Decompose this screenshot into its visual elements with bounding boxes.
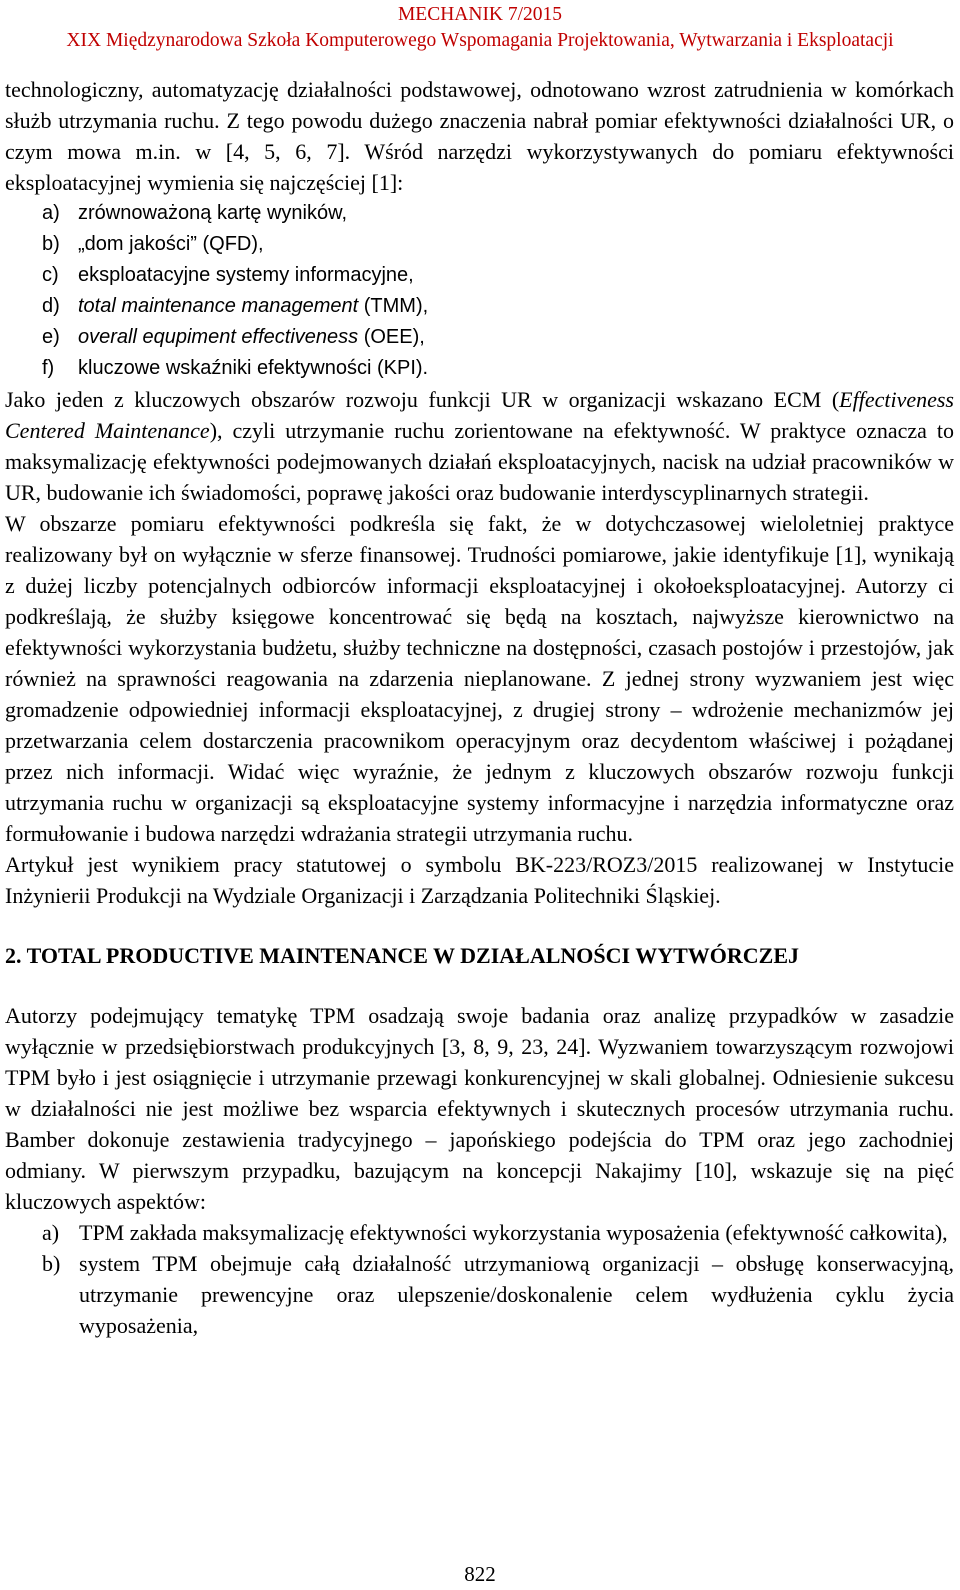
section-2-paragraph-1: Autorzy podejmujący tematykę TPM osadzają swoje badania oraz analizę przypadków w zasadzie wyłącznie w przedsiębiorstwach produkcyjnych [3, 8, 9, 23, 24]. Wyzwaniem towarzyszącym rozwojowi TPM było i jest osiągnięcie i utrzymanie przewagi konkurencyjnej w skali globalnej. Odniesienie sukcesu w działalności nie jest możliwe bez wsparcia efektywnych i skutecznych procesów utrzymania ruchu. Bamber dokonuje zestawienia tradycyjnego – japońskiego podejścia do TPM oraz jego zachodniej odmiany. W pierwszym przypadku, bazującym na koncepcji Nakajimy [10], wskazuje się na pięć kluczowych aspektów: [5, 1003, 954, 1214]
ecm-text-start: Jako jeden z kluczowych obszarów rozwoju funkcji UR w organizacji wskazano ECM ( [5, 387, 840, 412]
list-item-text: TPM zakłada maksymalizację efektywności wykorzystania wyposażenia (efektywność całkowita), [79, 1220, 948, 1245]
article-body [5, 74, 954, 1341]
intro-paragraph-1: technologiczny, automatyzację działalności podstawowej, odnotowano wzrost zatrudnienia w komórkach służb utrzymania ruchu. Z tego powodu dużego znaczenia nabrał pomiar efektywności działalności UR, o czym mowa m.in. w [4, 5, 6, 7]. Wśród narzędzi wykorzystywanych do pomiaru efektywności eksploatacyjnej wymienia się najczęściej [1]: [5, 77, 954, 195]
tpm-aspects-list [5, 1217, 954, 1341]
page-header [0, 0, 960, 54]
ecm-term: Effectiveness Centered Maintenance [5, 387, 954, 443]
intro-paragraph-3: W obszarze pomiaru efektywności podkreśla się fakt, że w dotychczasowej wieloletniej praktyce realizowany był on wyłącznie w sferze finansowej. Trudności pomiarowe, jakie identyfikuje [1], wynikają z dużej liczby potencjalnych odbiorców informacji eksploatacyjnej i okołoeksploatacyjnej. Autorzy ci podkreślają, że służby księgowe koncentrować się będą na kosztach, najwyższe kierownictwo na efektywności wykorzystania budżetu, służby techniczne na dostępności, czasach postojów i przestojów, jak również na sprawności reagowania na zdarzenia nieplanowane. Z jednej strony wyzwaniem jest więc gromadzenie odpowiedniej informacji eksploatacyjnej, z drugiej strony – wdrożenie mechanizmów jej przetwarzania celem dostarczenia pracownikom operacyjnym oraz decydentom właściwej i pożądanej przez nich informacji. Widać więc wyraźnie, że jednym z kluczowych obszarów rozwoju funkcji utrzymania ruchu w organizacji są eksploatacyjne systemy informacyjne i narzędzia informatyczne oraz formułowanie i budowa narzędzi wdrażania strategii utrzymania ruchu. [5, 511, 954, 846]
list-item-text: kluczowe wskaźniki efektywności (KPI). [78, 357, 429, 379]
list-item-text [78, 322, 954, 353]
list-item [5, 1217, 954, 1248]
list-item [5, 260, 954, 291]
conference-title: XIX Międzynarodowa Szkoła Komputerowego Wspomagania Projektowania, Wytwarzania i Eksploatacji [66, 30, 894, 51]
measurement-tools-list [5, 198, 954, 384]
list-item [5, 198, 954, 229]
list-item-suffix: (TMM), [358, 295, 429, 317]
list-item-label: c) [42, 264, 59, 286]
list-item-text [78, 291, 954, 322]
page-number: 822 [464, 1562, 496, 1586]
list-item [5, 353, 954, 384]
list-item-italic: total maintenance management [78, 295, 359, 317]
list-item-label: e) [42, 326, 60, 348]
journal-title: MECHANIK 7/2015 [397, 4, 563, 25]
list-item [5, 291, 954, 322]
list-item [5, 322, 954, 353]
list-item-label: f) [42, 357, 55, 379]
section-2-heading: 2. TOTAL PRODUCTIVE MAINTENANCE W DZIAŁALNOŚCI WYTWÓRCZEJ [5, 943, 799, 968]
list-item-text: „dom jakości” (QFD), [78, 233, 264, 255]
list-item-text: eksploatacyjne systemy informacyjne, [78, 264, 414, 286]
intro-paragraph-4: Artykuł jest wynikiem pracy statutowej o symbolu BK-223/ROZ3/2015 realizowanej w Instytucie Inżynierii Produkcji na Wydziale Organizacji i Zarządzania Politechniki Śląskiej. [5, 852, 954, 908]
list-item-label: a) [42, 1220, 60, 1245]
list-item-label: a) [42, 202, 60, 224]
intro-paragraph-2 [5, 384, 954, 508]
list-item-text: system TPM obejmuje całą działalność utrzymaniową organizacji – obsługę konserwacyjną, utrzymanie prewencyjne oraz ulepszenie/doskonalenie celem wydłużenia cyklu życia wyposażenia, [79, 1251, 954, 1338]
list-item-suffix: (OEE), [358, 326, 425, 348]
list-item-italic: overall equpiment effectiveness [78, 326, 359, 348]
list-item-label: d) [42, 295, 60, 317]
ecm-text-end: ), czyli utrzymanie ruchu zorientowane na efektywność. W praktyce oznacza to maksymalizację efektywności podejmowanych działań eksploatacyjnych, nacisk na udział pracowników w UR, budowanie ich świadomości, poprawę jakości oraz budowanie interdyscyplinarnych strategii. [5, 418, 954, 505]
list-item-label: b) [42, 233, 60, 255]
list-item [5, 229, 954, 260]
list-item [5, 1248, 954, 1341]
list-item-label: b) [42, 1251, 61, 1276]
list-item-text: zrównoważoną kartę wyników, [78, 202, 348, 224]
